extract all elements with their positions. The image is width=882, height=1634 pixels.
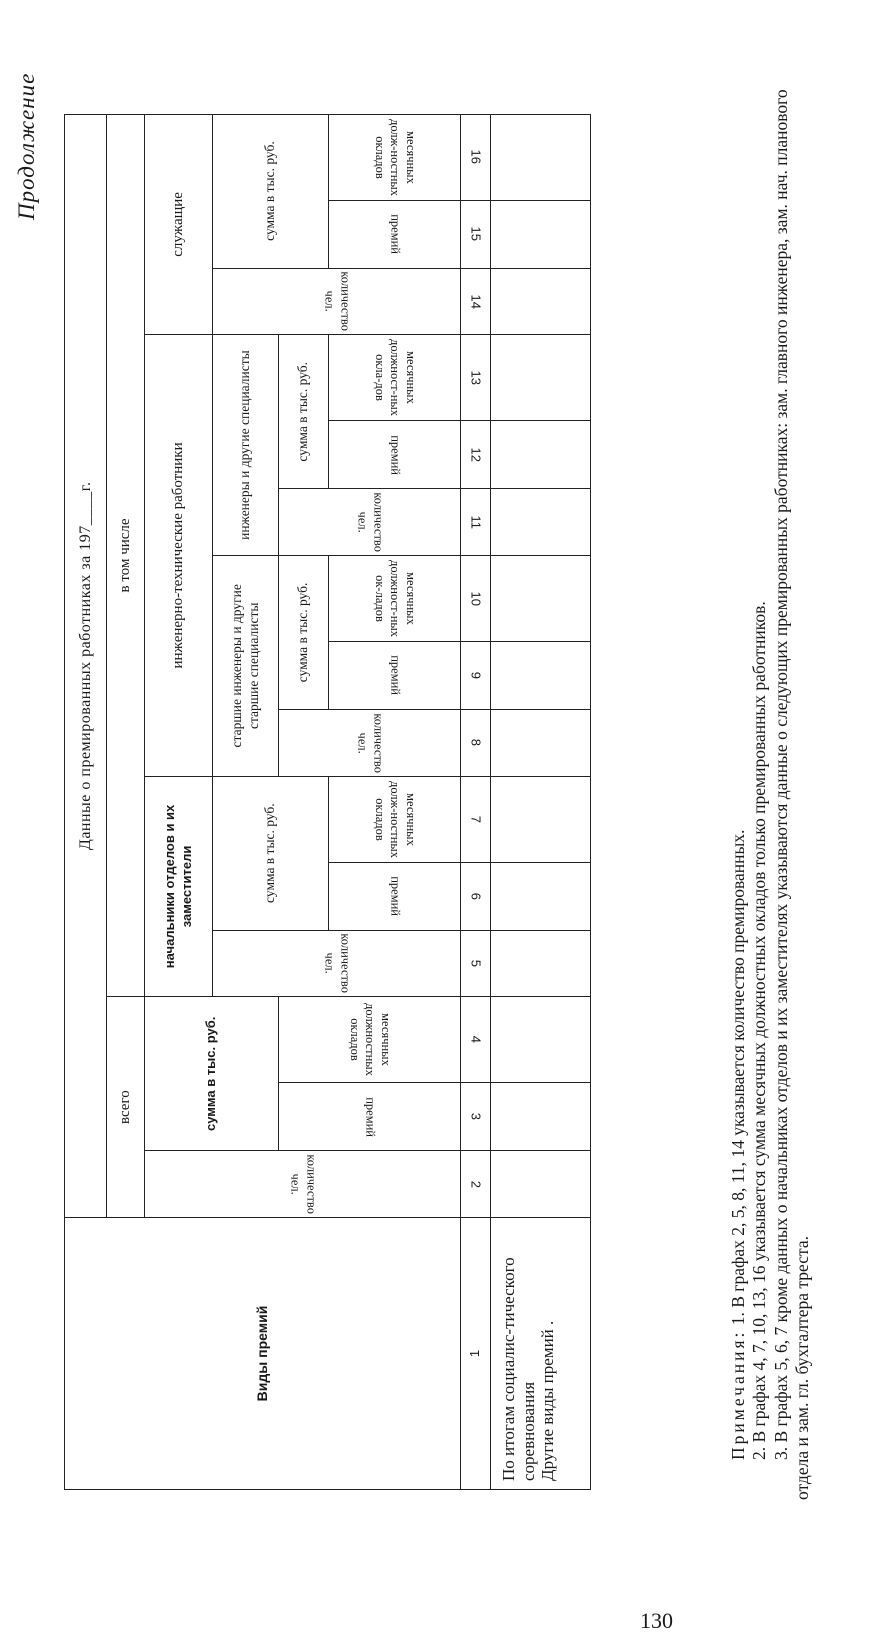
premium-table-wrapper (64, 114, 591, 1490)
col11-header: количество чел. (279, 489, 461, 556)
table-cell[interactable] (491, 930, 591, 997)
col3-header: премий (279, 1083, 461, 1151)
row-label: По итогам социалис-тического соревнования (499, 1257, 538, 1481)
col-number: 7 (461, 776, 491, 862)
table-cell[interactable] (491, 335, 591, 421)
col-number: 15 (461, 200, 491, 268)
col-number: 5 (461, 930, 491, 997)
col-number: 1 (461, 1218, 491, 1490)
page-number: 130 (640, 1608, 673, 1633)
table-cell[interactable] (491, 997, 591, 1083)
col-number: 2 (461, 1151, 491, 1218)
note-3: 3. В графах 5, 6, 7 кроме данных о начальниках отделов и их заместителях указываются данные о следующих премированных работниках: зам. главного инженера, зам. нач. планового отдела и зам. гл. бухгалтера треста. (770, 89, 813, 1500)
table-cell[interactable] (491, 862, 591, 930)
table-cell[interactable] (491, 1151, 591, 1218)
total-header: всего (107, 997, 145, 1218)
table-cell[interactable] (491, 641, 591, 709)
table-cell[interactable] (491, 200, 591, 268)
col13-header: месячных должност-ных окла-дов (329, 335, 461, 421)
including-header: в том числе (107, 114, 145, 997)
note-2: 2. В графах 4, 7, 10, 13, 16 указывается сумма месячных должностных окладов только премированных работников. (749, 601, 770, 1460)
table-cell[interactable] (491, 709, 591, 776)
col-number: 10 (461, 555, 491, 641)
col2-header: количество чел. (145, 1151, 461, 1218)
col-number: 6 (461, 862, 491, 930)
notes-label: Примечания: (728, 1329, 748, 1460)
col12-header: премий (329, 421, 461, 489)
senior-sum-header: сумма в тыс. руб. (279, 555, 329, 709)
col5-header: количество чел. (213, 930, 461, 997)
col8-header: количество чел. (279, 709, 461, 776)
col-number: 3 (461, 1083, 491, 1151)
col7-header: месячных долж-ностных окладов (329, 776, 461, 862)
group-heads-header: начальники отделов и их заместители (145, 776, 213, 997)
col-number: 9 (461, 641, 491, 709)
row-label: Другие виды премий . (538, 1320, 558, 1481)
table-cell[interactable] (491, 114, 591, 200)
employees-sum-header: сумма в тыс. руб. (213, 114, 329, 268)
premium-table (64, 114, 591, 1490)
col6-header: премий (329, 862, 461, 930)
group-employees-header: служащие (145, 114, 213, 335)
table-cell[interactable] (491, 776, 591, 862)
col-number: 8 (461, 709, 491, 776)
table-row-labels (491, 1218, 591, 1490)
table-caption: Данные о премированных работниках за 197____г. (65, 114, 107, 1217)
col9-header: премий (329, 641, 461, 709)
col14-header: количество чел. (213, 268, 461, 335)
note-1 (728, 60, 749, 1500)
engineers-sum-header: сумма в тыс. руб. (279, 335, 329, 489)
table-cell[interactable] (491, 489, 591, 556)
notes-block (728, 60, 813, 1500)
table-cell[interactable] (491, 555, 591, 641)
col-number: 12 (461, 421, 491, 489)
sub-senior-header: старшие инженеры и другие старшие специалисты (213, 555, 279, 776)
heads-sum-header: сумма в тыс. руб. (213, 776, 329, 930)
note-1-text: 1. В графах 2, 5, 8, 11, 14 указывается количество премированных. (728, 829, 748, 1326)
col-number: 11 (461, 489, 491, 556)
row-header-cell: Виды премий (65, 1218, 461, 1490)
table-cell[interactable] (491, 1083, 591, 1151)
table-cell[interactable] (491, 421, 591, 489)
table-cell[interactable] (491, 268, 591, 335)
col4-header: месячных должностных окладов (279, 997, 461, 1083)
col-number: 13 (461, 335, 491, 421)
sub-engineers-header: инженеры и другие специалисты (213, 335, 279, 556)
col15-header: премий (329, 200, 461, 268)
col-number: 16 (461, 114, 491, 200)
continuation-label: Продолжение (14, 72, 39, 220)
col-number: 14 (461, 268, 491, 335)
col10-header: месячных должност-ных ок-ладов (329, 555, 461, 641)
col-number: 4 (461, 997, 491, 1083)
group-itr-header: инженерно-технические работники (145, 335, 213, 776)
col16-header: месячных долж-ностных окладов (329, 114, 461, 200)
total-sum-header: сумма в тыс. руб. (145, 997, 279, 1151)
